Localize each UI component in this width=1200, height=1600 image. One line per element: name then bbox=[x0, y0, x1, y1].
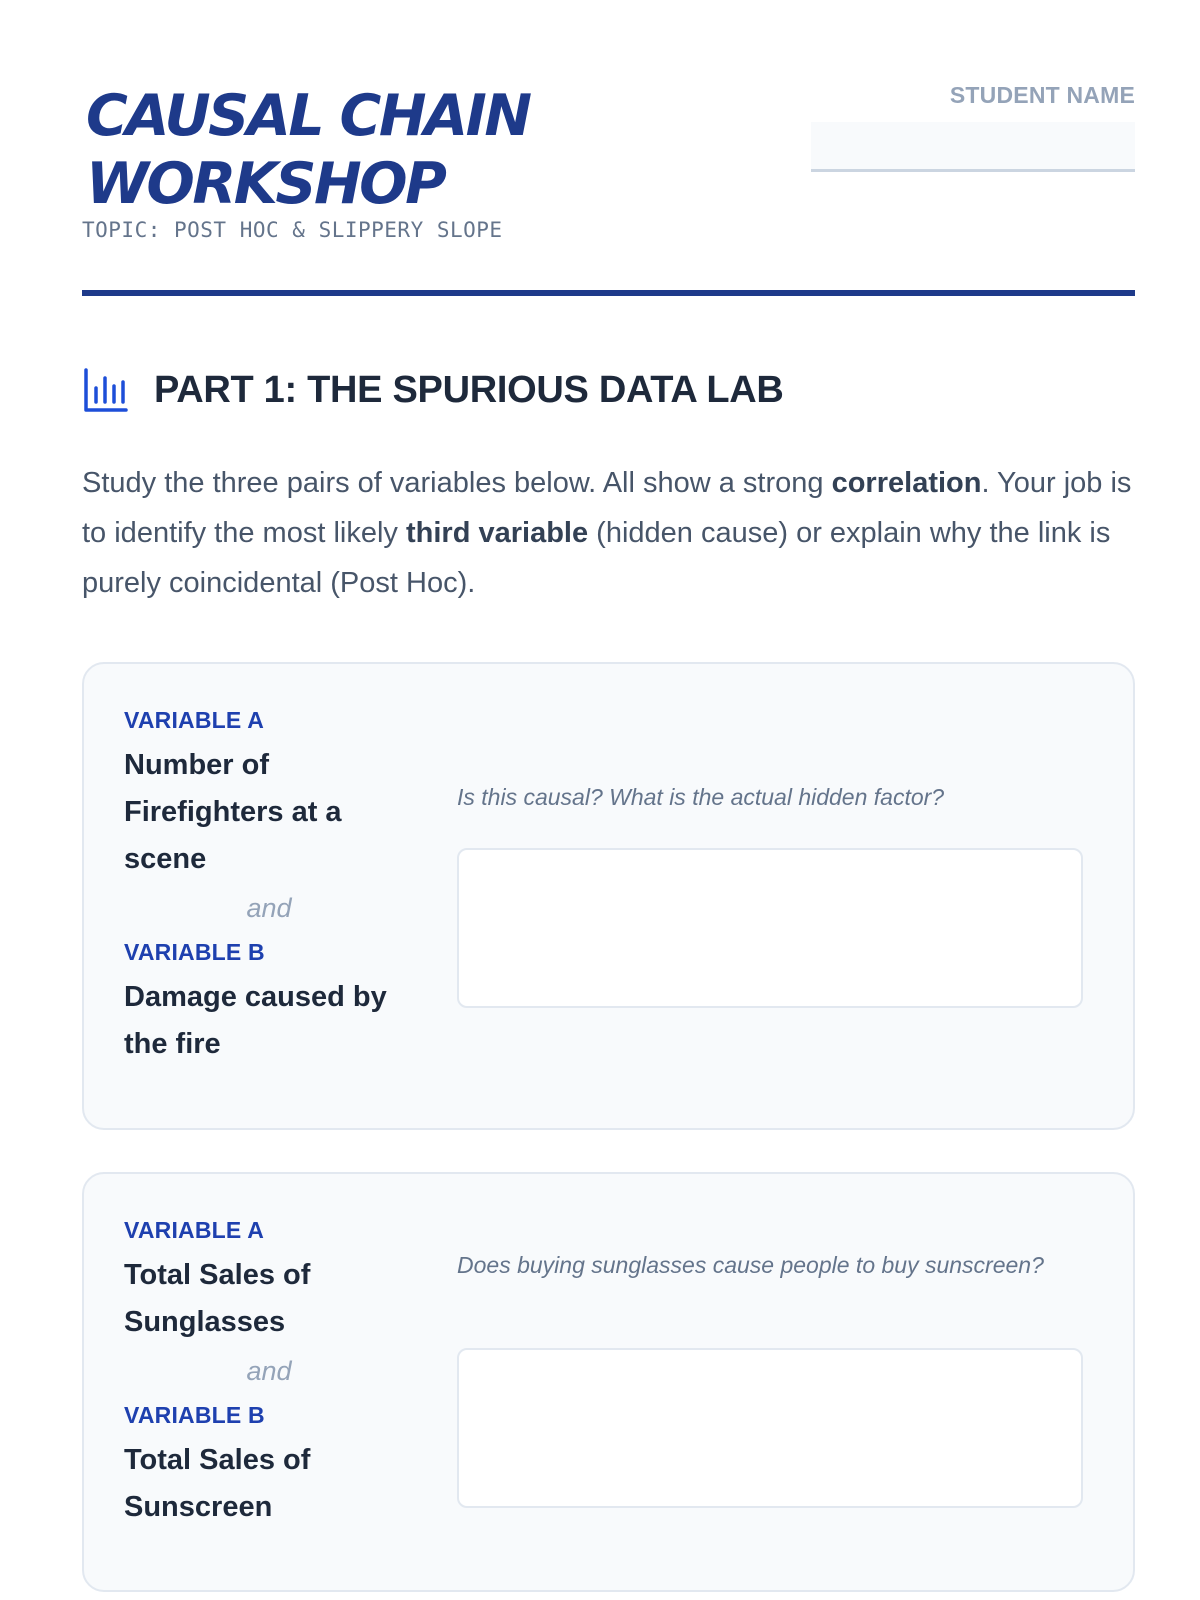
variable-a-name: Number of Firefighters at a scene bbox=[124, 749, 342, 875]
topic-subtitle: TOPIC: POST HOC & SLIPPERY SLOPE bbox=[82, 218, 503, 242]
section-heading bbox=[82, 366, 784, 414]
student-name-label: STUDENT NAME bbox=[949, 82, 1135, 108]
bar-chart-icon bbox=[82, 366, 130, 414]
variable-pair bbox=[124, 704, 424, 1068]
variable-a-label: VARIABLE A bbox=[124, 1217, 264, 1243]
answer-field[interactable] bbox=[457, 1348, 1083, 1508]
title-line-2: WORKSHOP bbox=[86, 151, 445, 217]
intro-text-1: Study the three pairs of variables below. All show a strong bbox=[82, 467, 832, 499]
variable-a-name: Total Sales of Sunglasses bbox=[124, 1259, 311, 1338]
intro-text-2: . Your job is to identify the most likely bbox=[82, 467, 1132, 549]
header-divider bbox=[82, 290, 1135, 296]
student-name-field[interactable] bbox=[811, 122, 1135, 172]
intro-keyword-correlation: correlation bbox=[831, 467, 982, 499]
question-prompt: Does buying sunglasses cause people to buy sunscreen? bbox=[457, 1252, 1044, 1278]
variable-b-label: VARIABLE B bbox=[124, 939, 265, 965]
variable-b-label: VARIABLE B bbox=[124, 1402, 265, 1428]
worksheet-header bbox=[82, 0, 1135, 300]
variable-pair-card bbox=[82, 1172, 1135, 1592]
variable-pair bbox=[124, 1214, 424, 1531]
variable-b-name: Total Sales of Sunscreen bbox=[124, 1444, 311, 1523]
variable-b-name: Damage caused by the fire bbox=[124, 981, 387, 1060]
and-connector: and bbox=[246, 893, 292, 923]
variable-pair-card bbox=[82, 662, 1135, 1130]
variable-a-label: VARIABLE A bbox=[124, 707, 264, 733]
section-intro bbox=[82, 458, 1135, 608]
title-line-1: CAUSAL CHAIN bbox=[86, 83, 530, 149]
intro-keyword-third-variable: third variable bbox=[405, 517, 589, 549]
worksheet-page bbox=[82, 0, 1135, 1523]
question-prompt: Is this causal? What is the actual hidden factor? bbox=[457, 784, 945, 810]
intro-text-3: (hidden cause) or explain why the link is purely coincidental (Post Hoc). bbox=[82, 517, 1111, 599]
section-title: PART 1: THE SPURIOUS DATA LAB bbox=[154, 368, 784, 411]
worksheet-title bbox=[86, 82, 530, 218]
answer-field[interactable] bbox=[457, 848, 1083, 1008]
and-connector: and bbox=[246, 1356, 292, 1386]
